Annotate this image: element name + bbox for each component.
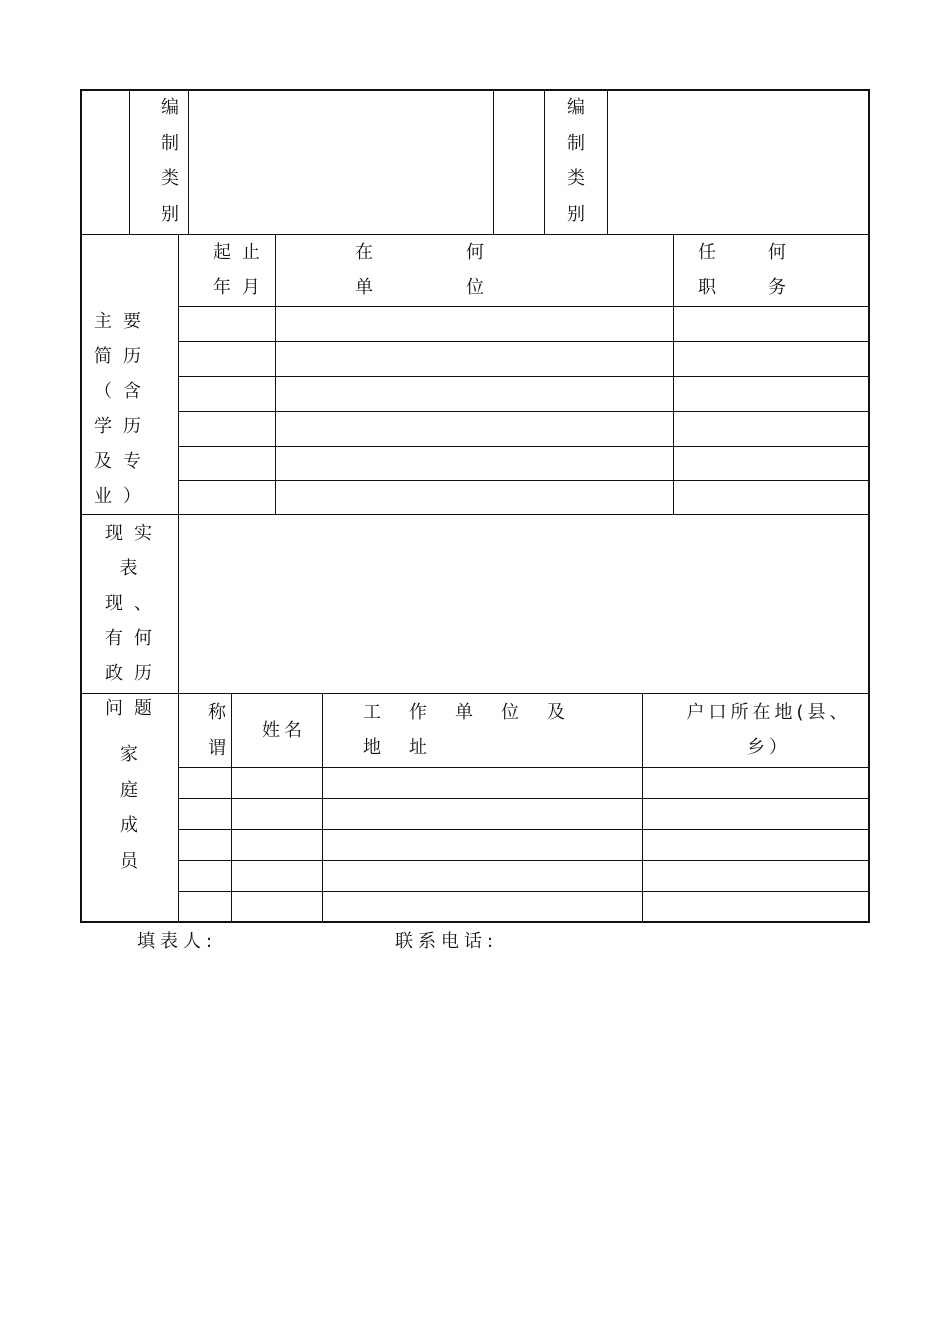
filler-label: 填表人:	[137, 931, 218, 952]
family-row-field[interactable]	[180, 800, 868, 828]
performance-field[interactable]	[180, 517, 868, 692]
resume-col-unit: 在何单位	[355, 242, 577, 298]
divider-performance	[81, 693, 869, 694]
performance-divider	[178, 515, 179, 693]
family-row-field[interactable]	[180, 893, 868, 921]
family-row-field[interactable]	[180, 831, 868, 859]
resume-divider-label	[178, 235, 179, 514]
phone-label: 联系电话:	[395, 931, 499, 952]
resume-col-date: 起止年月	[213, 242, 271, 298]
resume-row-line	[179, 411, 869, 412]
resume-row-field[interactable]	[180, 413, 868, 445]
family-row-line	[179, 860, 869, 861]
family-col-name: 姓名	[262, 720, 306, 741]
staffing-category-field-left[interactable]	[190, 91, 492, 233]
family-section-label: 家庭成员	[120, 744, 138, 872]
family-row-line	[179, 829, 869, 830]
resume-row-line	[179, 446, 869, 447]
family-row-field[interactable]	[180, 862, 868, 890]
family-divider-label	[178, 694, 179, 922]
family-col-work: 工作单位及地址	[363, 702, 593, 758]
top-middle-blank-field[interactable]	[495, 91, 543, 233]
family-row-line	[179, 891, 869, 892]
staffing-category-field-right[interactable]	[609, 91, 868, 233]
top-divider-3	[493, 90, 494, 234]
resume-row-field[interactable]	[180, 308, 868, 340]
resume-row-field[interactable]	[180, 343, 868, 375]
top-divider-1	[129, 90, 130, 234]
resume-col-position: 任何职务	[698, 242, 838, 298]
family-col-residence: 户口所在地(县、乡）	[686, 702, 852, 758]
resume-section-label: 主要简历（含学历及专业）	[94, 311, 152, 507]
performance-section-label: 现实表现、有何政历问题	[105, 523, 163, 719]
resume-row-field[interactable]	[180, 448, 868, 479]
resume-row-line	[179, 376, 869, 377]
divider-resume	[81, 514, 869, 515]
staffing-category-label-right: 编制类别	[567, 97, 585, 225]
resume-row-line	[179, 341, 869, 342]
family-row-line	[179, 798, 869, 799]
family-header-line	[179, 767, 869, 768]
family-row-field[interactable]	[180, 769, 868, 797]
resume-row-field[interactable]	[180, 378, 868, 410]
resume-row-field[interactable]	[180, 482, 868, 513]
top-divider-5	[607, 90, 608, 234]
top-divider-4	[544, 90, 545, 234]
top-left-blank-field[interactable]	[82, 91, 128, 233]
staffing-category-label-left: 编制类别	[161, 97, 179, 225]
family-col-relation: 称谓	[208, 702, 226, 759]
resume-row-line	[179, 480, 869, 481]
top-divider-2	[188, 90, 189, 234]
resume-header-line	[179, 306, 869, 307]
